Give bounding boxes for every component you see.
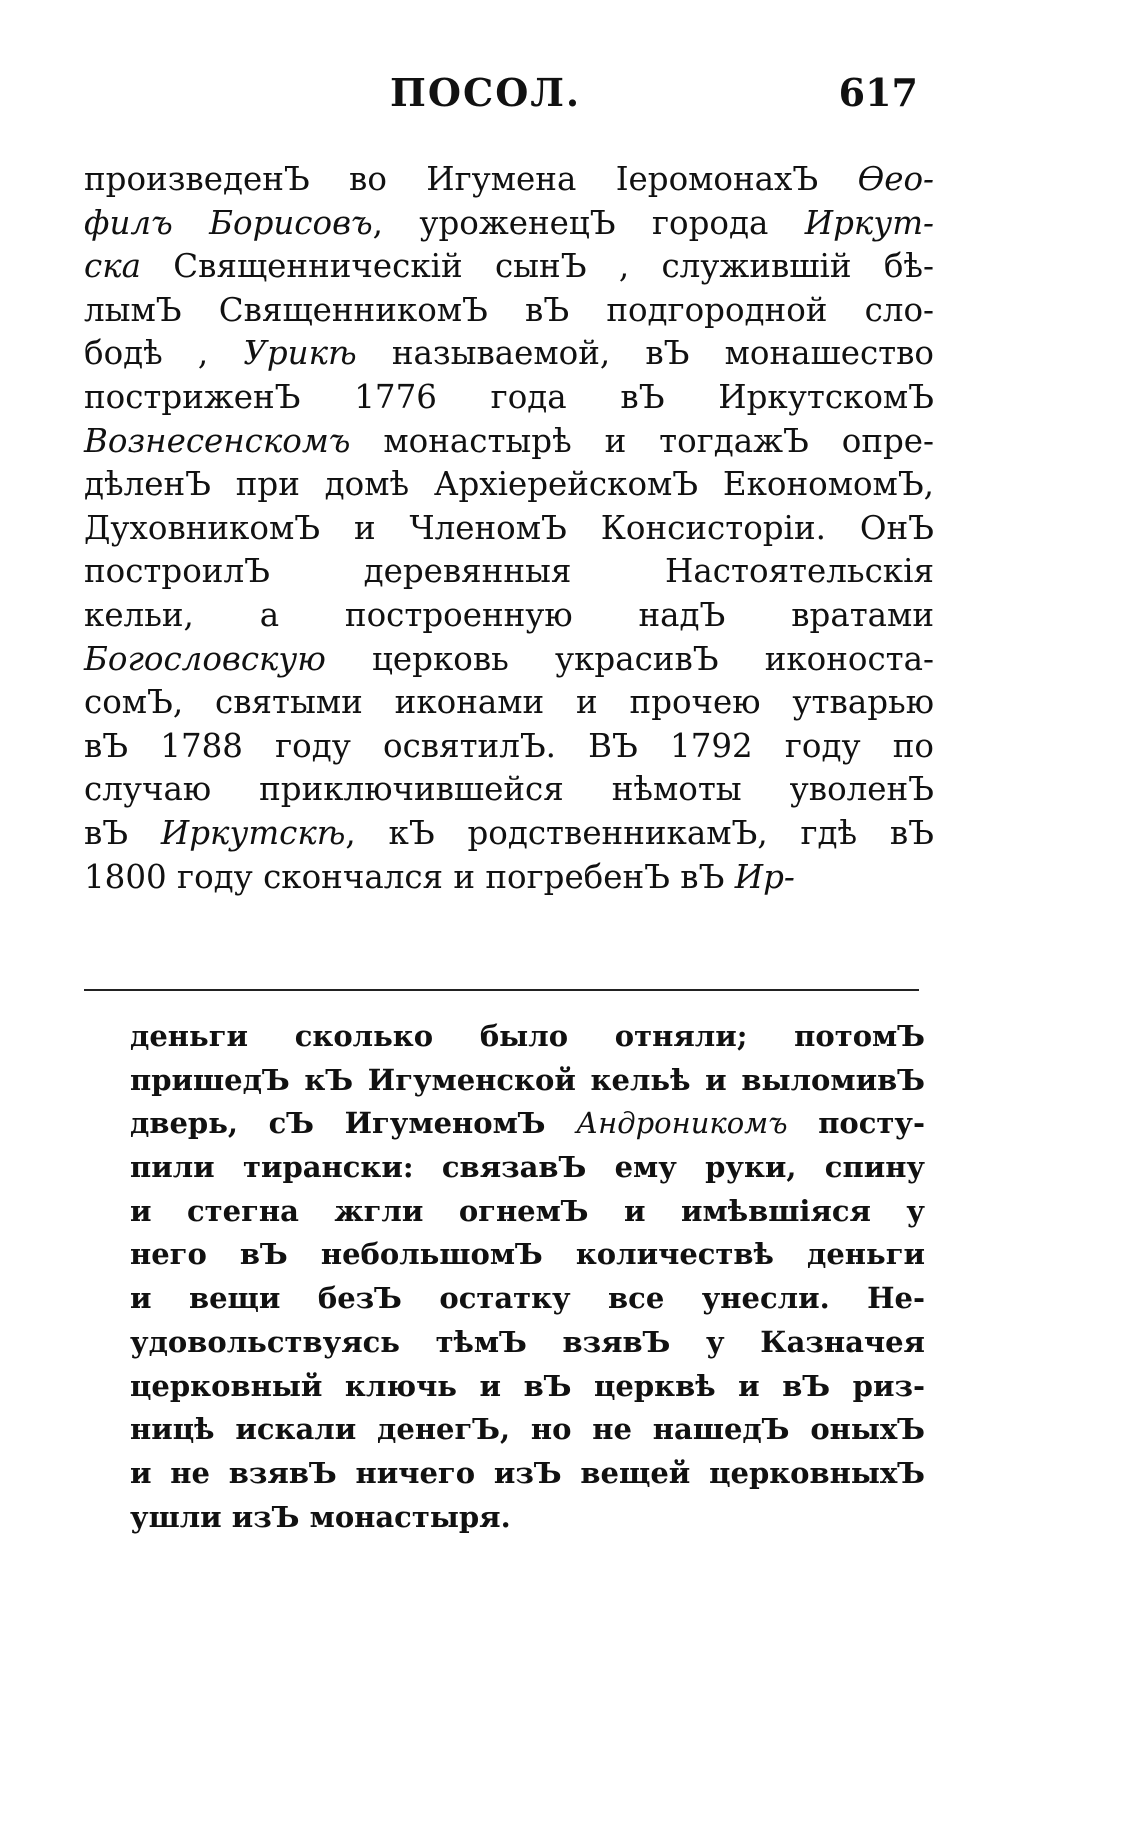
- footnote-line: [130, 1102, 925, 1146]
- text-run: него вЪ небольшомЪ количествѣ деньги: [130, 1237, 925, 1272]
- text-line: [84, 289, 934, 333]
- italic-text: филъ Борисовъ: [84, 203, 373, 242]
- italic-text: ска: [84, 247, 141, 286]
- text-line: [84, 420, 934, 464]
- text-run: и вещи безЪ остатку все унесли. Не-: [130, 1281, 925, 1316]
- text-run: , уроженецЪ города: [372, 203, 805, 242]
- italic-text: Ир-: [734, 857, 795, 896]
- italic-text: Урикѣ: [243, 334, 357, 373]
- text-run: произведенЪ во Игумена ІеромонахЪ: [84, 160, 858, 198]
- text-line: [84, 158, 934, 202]
- text-line: [84, 856, 934, 900]
- text-run: церковь украсивЪ иконоста-: [325, 639, 934, 678]
- text-run: бодѣ ,: [84, 334, 244, 373]
- text-run: ушли изЪ монастыря.: [130, 1499, 511, 1534]
- footnote-line: [130, 1365, 925, 1409]
- italic-text: Иркутскѣ: [160, 813, 346, 852]
- text-line: [84, 245, 934, 289]
- text-run: посту-: [787, 1106, 925, 1141]
- text-run: лымЪ СвященникомЪ вЪ подгородной сло-: [84, 290, 934, 329]
- text-run: , кЪ родственникамЪ, гдѣ вЪ: [345, 813, 934, 852]
- footnote-line: [130, 1452, 925, 1496]
- text-run: называемой, вЪ монашество: [356, 334, 934, 373]
- text-line: [84, 638, 934, 682]
- text-run: Священническій сынЪ , служившій бѣ-: [141, 247, 934, 286]
- text-line: [84, 725, 934, 769]
- text-line: [84, 507, 934, 551]
- text-line: [84, 594, 934, 638]
- italic-text: Вознесенскомъ: [84, 421, 351, 460]
- italic-text: Иркут-: [804, 203, 934, 242]
- running-title: ПОСОЛ.: [390, 70, 582, 115]
- text-run: удовольствуясь тѣмЪ взявЪ у Казначея: [130, 1324, 925, 1359]
- text-run: случаю приключившейся нѣмоты уволенЪ: [84, 770, 934, 809]
- text-line: [84, 332, 934, 376]
- main-text: [84, 158, 934, 899]
- text-run: ДуховникомЪ и ЧленомЪ Консисторіи. ОнЪ: [84, 508, 934, 547]
- italic-text: Андроникомъ: [576, 1106, 788, 1141]
- text-line: [84, 376, 934, 420]
- italic-text: Богословскую: [84, 639, 326, 678]
- text-line: [84, 768, 934, 812]
- footnote-line: [130, 1146, 925, 1190]
- text-run: монастырѣ и тогдажЪ опре-: [350, 421, 934, 460]
- text-run: деньги сколько было отняли; потомЪ: [130, 1019, 925, 1053]
- footnote-line: [130, 1015, 925, 1059]
- footnote-line: [130, 1190, 925, 1234]
- footnote-separator: [84, 989, 919, 991]
- text-run: 1800 году скончался и погребенЪ вЪ: [84, 857, 735, 896]
- text-run: пили тирански: связавЪ ему руки, спину: [130, 1150, 925, 1185]
- running-header: [390, 70, 930, 120]
- footnote-text: [130, 1015, 925, 1539]
- footnote-line: [130, 1277, 925, 1321]
- text-run: и не взявЪ ничего изЪ вещей церковныхЪ: [130, 1455, 925, 1490]
- footnote-line: [130, 1496, 925, 1540]
- text-line: [84, 202, 934, 246]
- text-run: сомЪ, святыми иконами и прочею утварью: [84, 683, 934, 722]
- text-run: вЪ: [84, 813, 161, 852]
- text-run: дверь, сЪ ИгуменомЪ: [130, 1106, 577, 1141]
- text-run: вЪ 1788 году освятилЪ. ВЪ 1792 году по: [84, 726, 934, 765]
- footnote-line: [130, 1321, 925, 1365]
- text-run: построилЪ деревянныя Настоятельскія: [84, 552, 934, 591]
- page-number: 617: [838, 70, 918, 115]
- text-run: постриженЪ 1776 года вЪ ИркутскомЪ: [84, 377, 934, 416]
- text-run: церковный ключь и вЪ церквѣ и вЪ риз-: [130, 1368, 925, 1403]
- text-line: [84, 681, 934, 725]
- footnote-line: [130, 1408, 925, 1452]
- footnote-line: [130, 1059, 925, 1103]
- text-run: ницѣ искали денегЪ, но не нашедЪ оныхЪ: [130, 1412, 925, 1447]
- text-run: и стегна жгли огнемЪ и имѣвшіяся у: [130, 1193, 925, 1228]
- italic-text: Өео-: [857, 160, 934, 198]
- text-line: [84, 463, 934, 507]
- text-run: пришедЪ кЪ Игуменской кельѣ и выломивЪ: [130, 1062, 925, 1097]
- footnote-line: [130, 1233, 925, 1277]
- text-run: дѣленЪ при домѣ АрхіерейскомЪ ЕкономомЪ,: [84, 465, 934, 504]
- text-line: [84, 550, 934, 594]
- text-line: [84, 812, 934, 856]
- text-run: кельи, а построенную надЪ вратами: [84, 595, 934, 634]
